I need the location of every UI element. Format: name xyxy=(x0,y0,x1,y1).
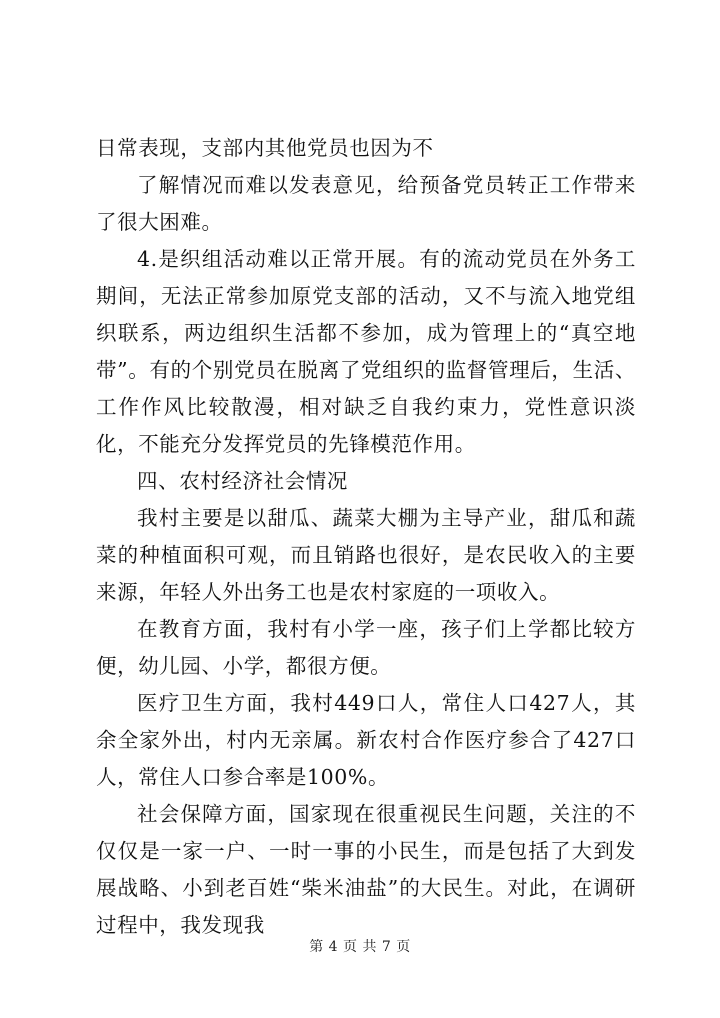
paragraph-education: 在教育方面，我村有小学一座，孩子们上学都比较方便，幼儿园、小学，都很方便。 xyxy=(96,617,636,678)
paragraph-difficulty: 了解情况而难以发表意见，给预备党员转正工作带来了很大困难。 xyxy=(96,173,636,234)
paragraph-point-4: 4.是织组活动难以正常开展。有的流动党员在外务工期间，无法正常参加原党支部的活动，又不与流入地党组织联系，两边组织生活都不参加，成为管理上的“真空地带”。有的个别党员在脱离了党组织的监督管理后，生活、工作作风比较散漫，相对缺乏自我约束力，党性意识淡化，不能充分发挥党员的先锋模范作用。 xyxy=(96,247,636,456)
paragraph-industry: 我村主要是以甜瓜、蔬菜大棚为主导产业，甜瓜和蔬菜的种植面积可观，而且销路也很好，是农民收入的主要来源，年轻人外出务工也是农村家庭的一项收入。 xyxy=(96,506,636,604)
paragraph-social-security: 社会保障方面，国家现在很重视民生问题，关注的不仅仅是一家一户、一时一事的小民生，而是包括了大到发展战略、小到老百姓“柴米油盐”的大民生。对此，在调研过程中，我发现我 xyxy=(96,802,636,937)
paragraph-continuation: 日常表现，支部内其他党员也因为不 xyxy=(96,136,434,160)
section-heading-rural-economy: 四、农村经济社会情况 xyxy=(137,469,348,493)
document-body xyxy=(96,130,636,944)
page-number-footer: 第 4 页 共 7 页 xyxy=(309,939,411,955)
paragraph-healthcare: 医疗卫生方面，我村449口人，常住人口427人，其余全家外出，村内无亲属。新农村合作医疗参合了427口人，常住人口参合率是100%。 xyxy=(96,691,636,789)
